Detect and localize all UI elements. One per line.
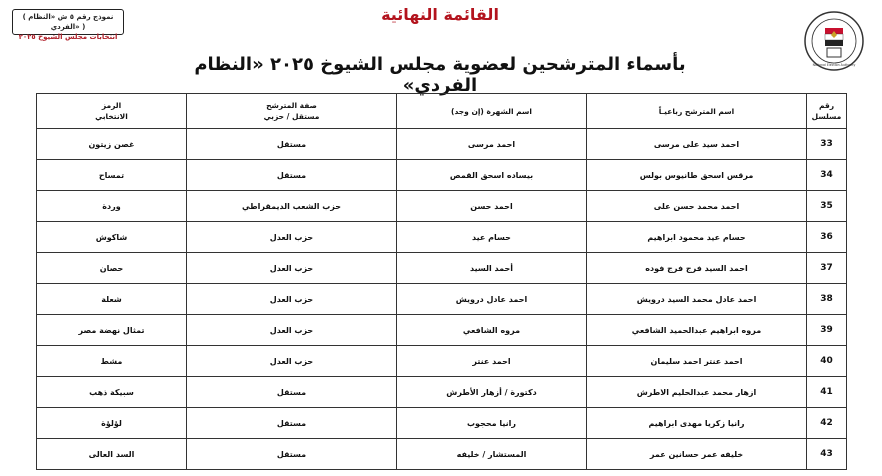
- header-serial: رقم مسلسل: [807, 94, 847, 129]
- nickname-cell: احمد حسن: [397, 191, 587, 222]
- serial-cell: 40: [807, 346, 847, 377]
- name-cell: احمد السيد فرج فرج فوده: [587, 253, 807, 284]
- form-number-box: [12, 9, 124, 41]
- serial-cell: 33: [807, 129, 847, 160]
- table-row: [37, 439, 847, 470]
- table-header-row: [37, 94, 847, 129]
- status-cell: حزب العدل: [187, 222, 397, 253]
- status-cell: مستقل: [187, 408, 397, 439]
- table-row: [37, 315, 847, 346]
- serial-cell: 39: [807, 315, 847, 346]
- nickname-cell: بيساده اسحق القمص: [397, 160, 587, 191]
- symbol-cell: وردة: [37, 191, 187, 222]
- status-cell: حزب العدل: [187, 253, 397, 284]
- page-title: بأسماء المترشحين لعضوية مجلس الشيوخ ٢٠٢٥ «النظام الفردي»: [194, 54, 686, 96]
- serial-cell: 36: [807, 222, 847, 253]
- name-cell: احمد سيد على مرسى: [587, 129, 807, 160]
- symbol-cell: سبيكة ذهب: [37, 377, 187, 408]
- symbol-cell: حصان: [37, 253, 187, 284]
- nickname-cell: احمد عنتر: [397, 346, 587, 377]
- symbol-cell: غصن زيتون: [37, 129, 187, 160]
- table-row: [37, 222, 847, 253]
- name-cell: احمد عادل محمد السيد درويش: [587, 284, 807, 315]
- table-row: [37, 191, 847, 222]
- emblem-caption: National Election Authority: [812, 63, 856, 67]
- table-row: [37, 129, 847, 160]
- table-row: [37, 346, 847, 377]
- name-cell: احمد عنتر احمد سليمان: [587, 346, 807, 377]
- serial-cell: 34: [807, 160, 847, 191]
- header-status: صفة المترشح مستقل / حزبي: [187, 94, 397, 129]
- status-cell: حزب العدل: [187, 284, 397, 315]
- nickname-cell: احمد مرسى: [397, 129, 587, 160]
- election-authority-logo: [803, 10, 865, 72]
- candidates-table: [36, 93, 847, 470]
- nickname-cell: مروه الشافعي: [397, 315, 587, 346]
- symbol-cell: مشط: [37, 346, 187, 377]
- table-row: [37, 160, 847, 191]
- table-row: [37, 284, 847, 315]
- status-cell: مستقل: [187, 129, 397, 160]
- nickname-cell: احمد عادل درويش: [397, 284, 587, 315]
- serial-cell: 42: [807, 408, 847, 439]
- nickname-cell: المستشار / خليفه: [397, 439, 587, 470]
- name-cell: مرقس اسحق طانيوس بولس: [587, 160, 807, 191]
- serial-cell: 35: [807, 191, 847, 222]
- nickname-cell: حسام عيد: [397, 222, 587, 253]
- name-cell: حسام عيد محمود ابراهيم: [587, 222, 807, 253]
- name-cell: مروه ابراهيم عبدالحميد الشافعي: [587, 315, 807, 346]
- table-row: [37, 377, 847, 408]
- status-cell: مستقل: [187, 439, 397, 470]
- status-cell: حزب العدل: [187, 346, 397, 377]
- status-cell: مستقل: [187, 377, 397, 408]
- serial-cell: 38: [807, 284, 847, 315]
- election-year-label: انتخابات مجلس الشيوخ ٢٠٢٥: [18, 33, 118, 41]
- status-cell: حزب العدل: [187, 315, 397, 346]
- table-row: [37, 253, 847, 284]
- symbol-cell: لؤلؤة: [37, 408, 187, 439]
- name-cell: خليفه عمر حسانين عمر: [587, 439, 807, 470]
- symbol-cell: شعلة: [37, 284, 187, 315]
- symbol-cell: شاكوش: [37, 222, 187, 253]
- header-nickname: اسم الشهرة (إن وجد): [397, 94, 587, 129]
- symbol-cell: السد العالى: [37, 439, 187, 470]
- symbol-cell: تمثال نهضة مصر: [37, 315, 187, 346]
- nickname-cell: رانيا محجوب: [397, 408, 587, 439]
- header-symbol: الرمز الانتخابي: [37, 94, 187, 129]
- name-cell: ازهار محمد عبدالحليم الاطرش: [587, 377, 807, 408]
- serial-cell: 41: [807, 377, 847, 408]
- name-cell: رانيا زكريا مهدى ابراهيم: [587, 408, 807, 439]
- serial-cell: 43: [807, 439, 847, 470]
- nickname-cell: دكتورة / أزهار الأطرش: [397, 377, 587, 408]
- symbol-cell: تمساح: [37, 160, 187, 191]
- status-cell: حزب الشعب الديمقراطي: [187, 191, 397, 222]
- header-name: اسم المترشح رباعيـاً: [587, 94, 807, 129]
- form-number-label: ( نموذج رقم ٥ ش «النظام الفردي» ): [22, 13, 114, 31]
- name-cell: احمد محمد حسن على: [587, 191, 807, 222]
- nickname-cell: أحمد السيد: [397, 253, 587, 284]
- status-cell: مستقل: [187, 160, 397, 191]
- serial-cell: 37: [807, 253, 847, 284]
- table-row: [37, 408, 847, 439]
- final-list-title: القائمة النهائية: [381, 5, 499, 24]
